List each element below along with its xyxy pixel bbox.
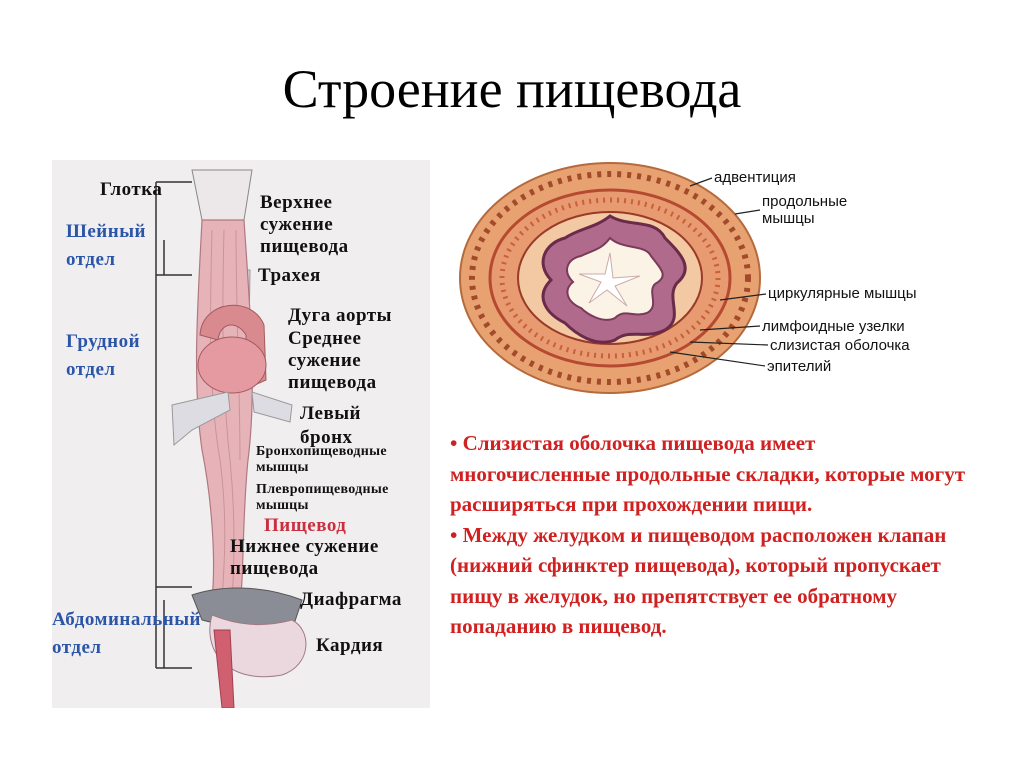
label-middle-narrowing: Среднее сужение пищевода bbox=[288, 328, 377, 393]
section-label-abdominal: Абдоминальный отдел bbox=[52, 609, 201, 658]
label-diaphragm: Диафрагма bbox=[300, 589, 402, 610]
label-esophagus: Пищевод bbox=[264, 515, 347, 536]
section-label-cervical: Шейный отдел bbox=[66, 221, 146, 270]
label-left-bronchus: Левый бронх bbox=[300, 403, 362, 448]
description-bullets bbox=[450, 428, 970, 642]
label-aortic-arch: Дуга аорты bbox=[288, 305, 392, 326]
label-bronchoesophageal-muscles: Бронхопищеводные мышцы bbox=[256, 444, 387, 475]
label-epithelium: эпителий bbox=[767, 358, 832, 375]
label-upper-narrowing: Верхнее сужение пищевода bbox=[260, 192, 349, 257]
label-lymphoid-nodules: лимфоидные узелки bbox=[762, 318, 905, 335]
section-label-thoracic: Грудной отдел bbox=[66, 331, 141, 380]
label-circular-muscles: циркулярные мышцы bbox=[768, 285, 917, 302]
bullet-item: • Слизистая оболочка пищевода имеет многочисленные продольные складки, которые могут расширяться при прохождении пищи. bbox=[450, 431, 966, 516]
label-longitudinal-muscles: продольные мышцы bbox=[762, 193, 848, 227]
label-mucosa: слизистая оболочка bbox=[770, 337, 910, 354]
label-trachea: Трахея bbox=[258, 265, 321, 286]
bullet-item: • Между желудком и пищеводом расположен клапан (нижний сфинктер пищевода), который пропускает пищу в желудок, но препятствует ее обратному попаданию в пищевод. bbox=[450, 522, 947, 638]
slide-title: Строение пищевода bbox=[282, 59, 742, 119]
label-pharynx: Глотка bbox=[100, 179, 163, 200]
label-lower-narrowing: Нижнее сужение пищевода bbox=[230, 536, 379, 579]
label-adventitia: адвентиция bbox=[714, 169, 796, 186]
label-pleuroesophageal-muscles: Плевропищеводные мышцы bbox=[256, 482, 389, 513]
label-cardia: Кардия bbox=[316, 635, 384, 656]
